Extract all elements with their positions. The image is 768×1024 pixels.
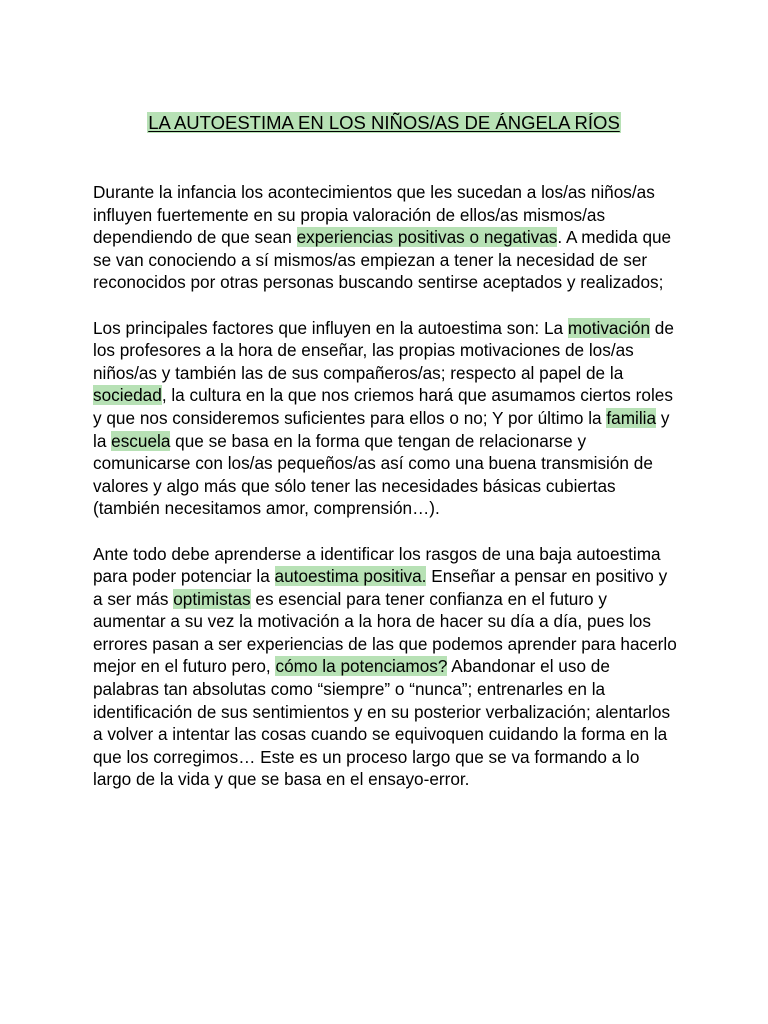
highlighted-text: sociedad <box>93 385 162 406</box>
paragraph-text: Ante todo debe aprenderse a identificar los rasgos de una baja autoestima para poder potenciar la <box>93 543 661 587</box>
paragraph-2 <box>93 317 678 520</box>
paragraph-text: de los profesores a la hora de enseñar, las propias motivaciones de los/as niños/as y también las de sus compañeros/as; respecto al papel de la <box>93 317 674 383</box>
highlighted-text: optimistas <box>173 588 251 609</box>
paragraph-text: que se basa en la forma que tengan de relacionarse y comunicarse con los/as pequeños/as así como una buena transmisión de valores y algo más que sólo tener las necesidades básicas cubiertas (también necesitamos amor, comprensión…). <box>93 430 653 519</box>
highlighted-text: motivación <box>567 317 651 338</box>
paragraph-text: Abandonar el uso de palabras tan absolutas como “siempre” o “nunca”; entrenarles en la identificación de sus sentimientos y en su posterior verbalización; alentarlos a volver a intentar las cosas cuando se equivoquen cuidando la forma en la que los corregimos… Este es un proceso largo que se va formando a lo largo de la vida y que se basa en el ensayo-error. <box>93 656 671 790</box>
paragraph-text: , la cultura en la que nos criemos hará que asumamos ciertos roles y que nos consideremos suficientes para ellos o no; Y por último la <box>93 385 673 428</box>
highlighted-text: experiencias positivas o negativas <box>296 227 558 248</box>
title-text: LA AUTOESTIMA EN LOS NIÑOS/AS DE ÁNGELA RÍOS <box>148 112 620 133</box>
paragraph-text: . A medida que se van conociendo a sí mismos/as empiezan a tener la necesidad de ser reconocidos por otras personas buscando sentirse aceptados y realizados; <box>93 227 672 293</box>
highlighted-text: familia <box>606 407 657 428</box>
paragraph-1 <box>93 181 678 294</box>
document-title <box>0 111 768 135</box>
highlighted-text: escuela <box>111 430 171 451</box>
highlighted-text: autoestima positiva. <box>274 566 427 587</box>
paragraph-text: Enseñar a pensar en positivo y a ser más <box>93 566 668 609</box>
paragraph-text: es esencial para tener confianza en el futuro y aumentar a su vez la motivación a la hora de hacer su día a día, pues los errores pasan a ser experiencias de las que podemos aprender para hacerlo mejor en el futuro pero, <box>93 588 677 677</box>
paragraph-text: Los principales factores que influyen en la autoestima son: La <box>93 317 568 338</box>
document-body <box>93 181 678 814</box>
paragraph-3 <box>93 543 678 792</box>
highlighted-text: cómo la potenciamos? <box>275 656 448 677</box>
paragraph-text: y la <box>93 407 670 451</box>
paragraph-text: Durante la infancia los acontecimientos que les sucedan a los/as niños/as influyen fuertemente en su propia valoración de ellos/as mismos/as dependiendo de que sean <box>93 182 655 248</box>
